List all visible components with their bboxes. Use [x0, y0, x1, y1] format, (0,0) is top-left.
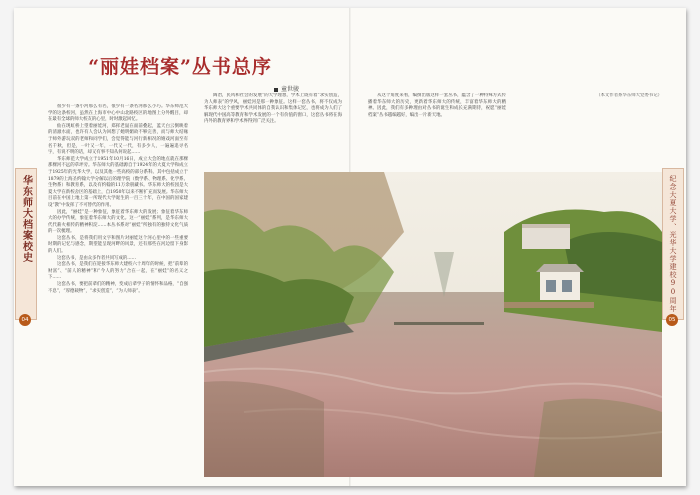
side-tab-right	[662, 168, 684, 320]
paragraph: 很少有一条小河那么有名，很少有一条名河那么小巧。华东师范大学的这条校河，虽然在上海市中心中山北路校区的地图上分外醒目，却在最有全球的师大校友的心里，时时激起回忆。	[48, 104, 188, 123]
body-column-4	[528, 93, 662, 163]
paragraph: 这套丛书，是将我们用文字和图片对丽娃这个河心里中的一些重要时期的记忆与感念，期望能呈现河畔的风景，还有那些在河边留下身影的人们。	[48, 235, 188, 255]
author-note: （本文作者系华东师大党委书记）	[596, 93, 662, 98]
article-author	[274, 84, 299, 93]
page-number-right: 05	[666, 314, 678, 326]
paragraph: 从这个角度来看，编撰出版这样一套丛书，蕴含了一种特殊方式传播着华东师大的历史，更新着华东师大的传统，丰富着华东师大的精神。因此，我们有多种理由对丛书的诞生和成长充满期待，祝愿“丽娃档案”丛书越编越好，编出一片新天地。	[368, 93, 506, 118]
anniversary-label: 纪念大夏大学、光华大学建校90周年	[669, 175, 677, 313]
side-tab-left	[15, 168, 37, 320]
article-title: “丽娃档案”丛书总序	[88, 56, 272, 78]
paragraph: 这套丛书，是我们在迎接华东师大建校六十周年的时候，把“前辈的财富”、“前人的精神”和“今人的努力”合在一起，在“丽娃”的名义之下……	[48, 262, 188, 281]
paragraph: 陶冶，民风和社会的发展”的大学理想，学术上既有着“求实创造，为人师表”的学风，丽娃河是那一种象征。这样一套丛书，将不仅成为华东师大这个重要学术共同体的自我认识和集体记忆，也将成为人们了解现代中国高等教育和学术发展的一个有价值的窗口，这套丛书将在海内外的教育界和学术界得到广泛关注。	[204, 93, 342, 125]
body-column-3	[368, 93, 506, 163]
body-column-left	[48, 104, 188, 474]
paragraph: 这套丛书，是由众多作者共同写成的……	[57, 255, 137, 261]
page-number-left: 04	[19, 314, 31, 326]
paragraph: 因此，“丽娃”是一种象征，象征着华东师大的发展；象征着华东师大的办学传统，象征着华东师大的文化。这一“丽娃”系列，是华东师大代代薪火相传的精神积淀……本丛书系对“丽娃”所独有的独特文化气质的一次梳理。	[48, 209, 188, 235]
paragraph: 仙在现虹桥上望着丽娃河，郑挥老鼠在面前叠起，蓝天白云倒映着的清澈水面，也许有人会认为回想了她明媚故不够完善，而与师大结缘于师外游玩双的老师和同学们，会觉得能与河行新相况的嬉戏河面至有名千秋，但是，一叶又一年，一代又一代，有多少人，一遍遍追寻名字，有说不明的话，却又有事不知从何说起……	[48, 123, 188, 156]
paragraph: 这套丛书，要把前辈们的精神，变成后辈学子的情怀和品格，“自强不息”，“厚德载物”，“求实创造”，“为人师表”。	[48, 282, 188, 294]
river-photo	[204, 172, 662, 477]
square-bullet-icon	[274, 88, 278, 92]
section-label: 华东师大档案校史	[20, 175, 32, 263]
paragraph: 华东师范大学成立于1951年10月16日，成立大会的地点就在那棵那棵河不远的草坪旁。华东师大的基础源自于1924年的大夏大学和成立于1925年的光华大学，以及其他一些高校的部分系科。其中包括成立于1879的上海圣约翰大学分解以后的理学院（数学系、物理系、化学系、生物系）和教育系，以及有约翰的11万余册藏书。华东师大的校园是大夏大学在新校舍区的基础上，自1950年以来不断扩充而发展。华东师大目前在中国上地上第一所现代大学诞生的一百三十年，在中国的国家建设“教”中发挥了不可替代的作用。	[48, 156, 188, 208]
author-name: 童世骏	[281, 86, 300, 93]
body-column-2	[204, 93, 342, 163]
